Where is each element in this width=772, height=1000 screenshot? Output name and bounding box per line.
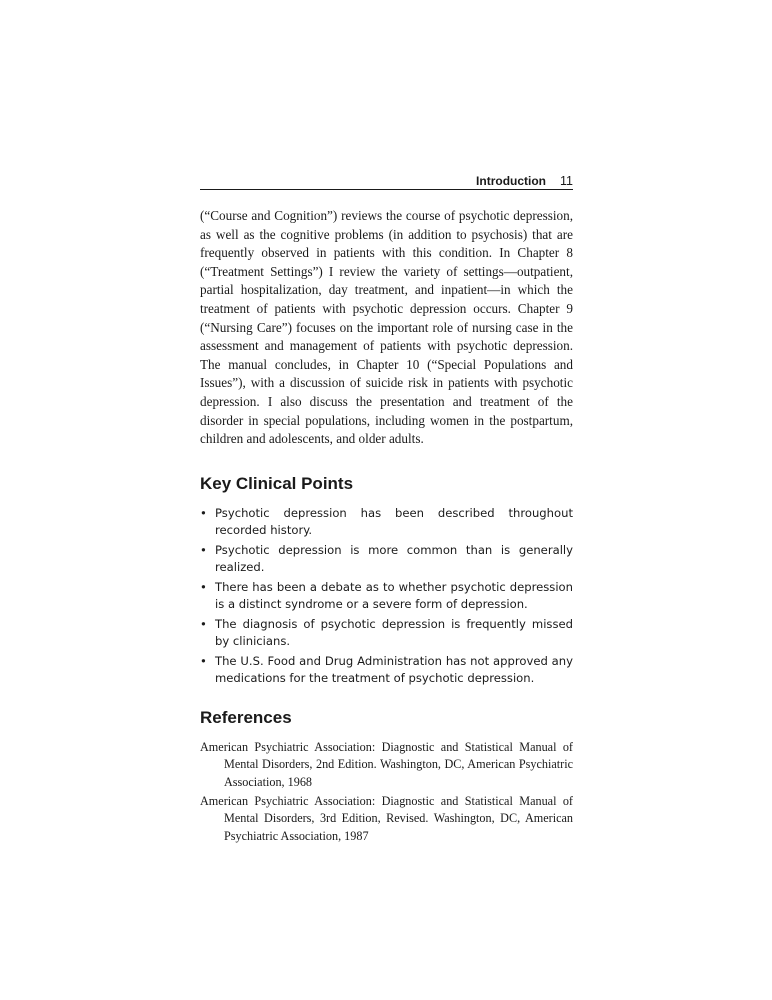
key-point-text: Psychotic depression has been described throughout recorded history. — [215, 505, 573, 537]
bullet-icon: • — [200, 616, 207, 631]
bullet-icon: • — [200, 505, 207, 520]
bullet-icon: • — [200, 542, 207, 557]
list-item — [200, 616, 573, 650]
key-point-text: Psychotic depression is more common than is generally realized. — [215, 542, 573, 574]
bullet-icon: • — [200, 653, 207, 668]
reference-entry: American Psychiatric Association: Diagnostic and Statistical Manual of Mental Disorders, 3rd Edition, Revised. Washington, DC, American Psychiatric Association, 1987 — [200, 793, 573, 843]
list-item — [200, 542, 573, 576]
key-point-text: The diagnosis of psychotic depression is frequently missed by clinicians. — [215, 616, 573, 648]
references-list — [200, 739, 573, 845]
list-item — [200, 579, 573, 613]
key-points-heading: Key Clinical Points — [200, 473, 354, 493]
list-item — [200, 505, 573, 539]
body-paragraph: (“Course and Cognition”) reviews the course of psychotic depression, as well as the cognitive problems (in addition to psychosis) that are frequently observed in patients with this condition. In Chapter 8 (“Treatment Settings”) I review the variety of settings—outpatient, partial hospitalization, day treatment, and inpatient—in which the treatment of patients with psychotic depression occurs. Chapter 9 (“Nursing Care”) focuses on the important role of nursing case in the assessment and management of patients with psychotic depression. The manual concludes, in Chapter 10 (“Special Populations and Issues”), with a discussion of suicide risk in patients with psychotic depression. I also discuss the presentation and treatment of the disorder in special populations, including women in the postpartum, children and adolescents, and older adults. — [200, 208, 573, 447]
running-head-title: Introduction — [476, 174, 547, 188]
book-page — [200, 168, 573, 847]
bullet-icon: • — [200, 579, 207, 594]
key-point-text: The U.S. Food and Drug Administration has not approved any medications for the treatment of psychotic depression. — [215, 653, 573, 685]
page-number: 11 — [560, 174, 573, 188]
list-item — [200, 653, 573, 687]
running-head — [200, 168, 573, 190]
key-points-list — [200, 505, 573, 687]
key-point-text: There has been a debate as to whether psychotic depression is a distinct syndrome or a severe form of depression. — [215, 579, 573, 611]
reference-entry: American Psychiatric Association: Diagnostic and Statistical Manual of Mental Disorders, 2nd Edition. Washington, DC, American Psychiatric Association, 1968 — [200, 739, 573, 789]
references-heading: References — [200, 707, 292, 727]
